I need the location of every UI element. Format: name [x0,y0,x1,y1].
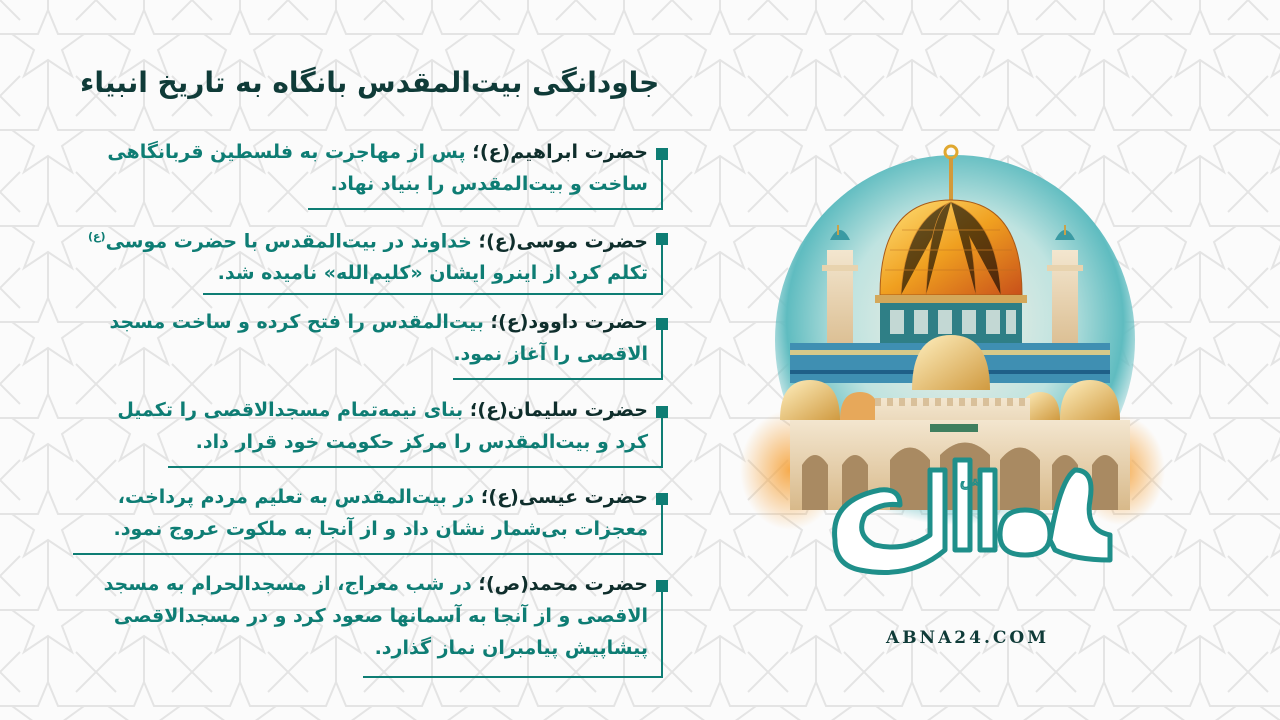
site-brand: ABNA24.COM [886,628,1050,648]
page-title: جاودانگی بیت‌المقدس بانگاه به تاریخ انبیاء [80,66,660,99]
item-text: حضرت موسی(ع)؛ خداوند در بیت‌المقدس با حضرت موسی$^{(ع)}$ تکلم کرد از اینرو ایشان «کلیم‌الله» نامیده شد. [88,230,648,285]
bracket-line [661,239,663,295]
item-text: حضرت محمد(ص)؛ در شب معراج، از مسجدالحرام به مسجد الاقصی و از آنجا به آسمانها صعود کرد و در مسجدالاقصی پیشاپیش پیامبران نماز گذارد. [103,573,648,659]
prophet-name: حضرت موسی(ع)؛ [478,230,648,253]
prophet-item-mohammad [68,572,668,678]
bracket-line [661,324,663,380]
item-text: حضرت ابراهیم(ع)؛ پس از مهاجرت به فلسطین قربانگاهی ساخت و بیت‌المقدس را بنیاد نهاد. [107,141,648,195]
underline [203,293,663,295]
prophet-item-isa [68,485,668,557]
bracket-line [661,154,663,210]
prophet-name: حضرت ابراهیم(ع)؛ [472,141,648,163]
item-text: حضرت سلیمان(ع)؛ بنای نیمه‌تمام مسجدالاقصی را تکمیل کرد و بیت‌المقدس را مرکز حکومت خود قرار داد. [117,399,648,453]
prophet-item-ibrahim [68,140,668,212]
underline [453,378,663,380]
underline [363,676,663,678]
underline [168,466,663,468]
bracket-line [661,412,663,468]
svg-text:س: س [960,469,982,490]
underline [73,553,663,555]
prophet-name: حضرت سلیمان(ع)؛ [469,399,648,421]
prophet-name: حضرت عیسی(ع)؛ [480,486,648,508]
bracket-line [661,586,663,678]
item-text: حضرت داوود(ع)؛ بیت‌المقدس را فتح کرده و ساخت مسجد الاقصی را آغاز نمود. [109,311,648,365]
prophet-item-soleiman [68,398,668,470]
bracket-line [661,499,663,555]
item-text: حضرت عیسی(ع)؛ در بیت‌المقدس به تعلیم مردم پرداخت، معجزات بی‌شمار نشان داد و از آنجا به ملکوت عروج نمود. [113,486,648,540]
prophet-name: حضرت محمد(ص)؛ [478,573,648,595]
prophet-item-musa [68,225,668,297]
prophet-name: حضرت داوود(ع)؛ [490,311,648,333]
prophet-item-davood [68,310,668,382]
underline [308,208,663,210]
dome-of-the-rock-illustration [730,140,1170,600]
